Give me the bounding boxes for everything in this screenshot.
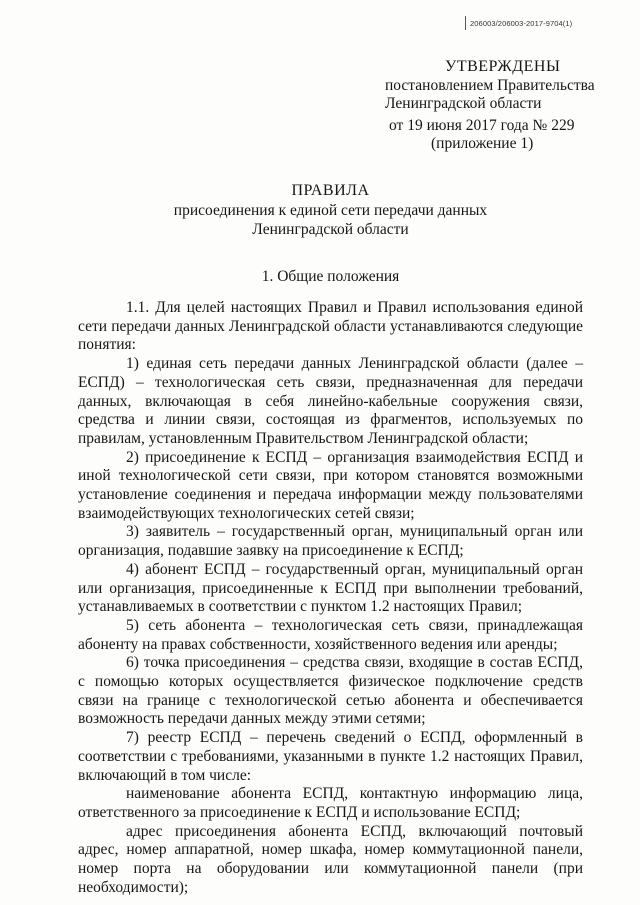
paragraph: адрес присоединения абонента ЕСПД, включающий почтовый адрес, номер аппаратной, номер шкафа, номер коммутационной панели, номер порта на оборудовании или коммутационной панели (при необходимости); [78,822,583,896]
approval-title: УТВЕРЖДЕНЫ [445,58,561,75]
paragraph: 4) абонент ЕСПД – государственный орган, муниципальный орган или организация, присоединенные к ЕСПД при выполнении требований, устанавливаемых в соответствии с пунктом 1.2 настоящих Правил; [78,560,583,616]
section-heading: 1. Общие положения [261,268,400,285]
document-title-sub-1: присоединения к единой сети передачи данных [173,202,488,219]
approval-line-2: Ленинградской области [385,95,542,112]
approval-line-1: постановлением Правительства [385,77,595,94]
approval-line-3: от 19 июня 2017 года № 229 [389,117,575,134]
approval-line-4: (приложение 1) [431,135,534,152]
registration-mark [465,16,466,30]
paragraph: 7) реестр ЕСПД – перечень сведений о ЕСПД, оформленный в соответствии с требованиями, указанными в пункте 1.2 настоящих Правил, включающий в том числе: [78,729,583,784]
document-title-sub-2: Ленинградской области [252,221,409,238]
paragraph: 1.1. Для целей настоящих Правил и Правил использования единой сети передачи данных Ленинградской области устанавливаются следующие понятия: [78,299,583,354]
paragraph: 1) единая сеть передачи данных Ленинградской области (далее – ЕСПД) – технологическая сеть связи, предназначенная для передачи данных, включающая в себя линейно-кабельные сооружения связи, средства и линии связи, состоящая из фрагментов, используемых по правилам, установленным Правительством Ленинградской области; [78,355,583,447]
paragraph: 3) заявитель – государственный орган, муниципальный орган или организация, подавшие заявку на присоединение к ЕСПД; [78,523,583,560]
paragraph: 2) присоединение к ЕСПД – организация взаимодействия ЕСПД и иной технологической сети связи, при котором становятся возможными установление соединения и передача информации между пользователями взаимодействующих технологических сетей связи; [78,448,583,522]
document-body [78,299,583,898]
paragraph: наименование абонента ЕСПД, контактную информацию лица, ответственного за присоединение к ЕСПД и использование ЕСПД; [78,785,583,821]
document-registration-number: 206003/206003-2017-9704(1) [470,19,573,28]
document-title [78,181,583,239]
document-title-main: ПРАВИЛА [291,182,370,199]
paragraph: 6) точка присоединения – средства связи, входящие в состав ЕСПД, с помощью которых осуществляется физическое подключение средств связи на границе с технологической сетью абонента и обеспечивается возможность передачи данных между этими сетями; [78,654,583,728]
approval-block [385,58,625,153]
paragraph: 5) сеть абонента – технологическая сеть связи, принадлежащая абоненту на правах собственности, хозяйственного ведения или аренды; [78,616,583,653]
